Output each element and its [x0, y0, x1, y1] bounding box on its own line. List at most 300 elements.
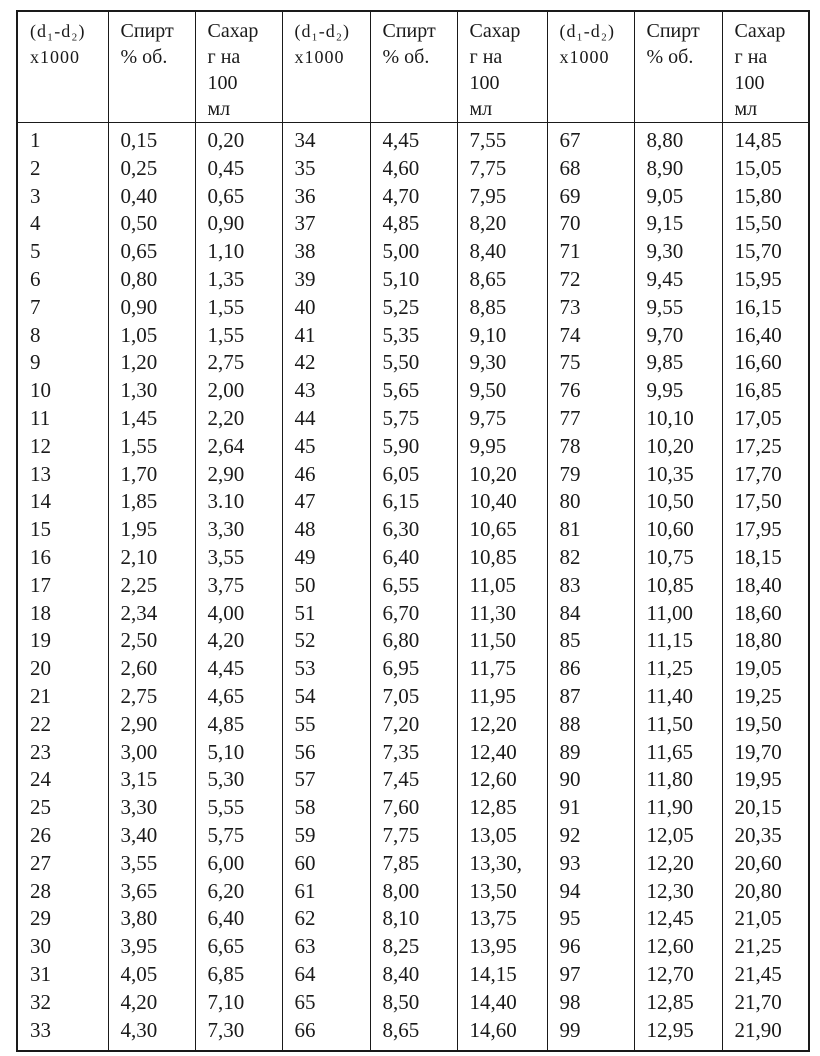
table-cell: 18,40	[722, 572, 809, 600]
table-cell: 1,05	[108, 322, 195, 350]
table-cell: 6,40	[370, 544, 457, 572]
table-cell: 17,05	[722, 405, 809, 433]
table-cell: 7,10	[195, 989, 282, 1017]
table-cell: 10	[17, 377, 108, 405]
table-cell: 52	[282, 627, 370, 655]
table-cell: 11,40	[634, 683, 722, 711]
table-cell: 12,20	[457, 711, 547, 739]
table-row	[17, 210, 809, 238]
table-cell: 50	[282, 572, 370, 600]
table-cell: 3,75	[195, 572, 282, 600]
table-row	[17, 961, 809, 989]
table-cell: 1,30	[108, 377, 195, 405]
table-cell: 35	[282, 155, 370, 183]
table-cell: 13,95	[457, 933, 547, 961]
table-cell: 9,30	[457, 349, 547, 377]
table-cell: 6,95	[370, 655, 457, 683]
table-cell: 20,35	[722, 822, 809, 850]
column-header-line: (d₁-d₂)	[294, 21, 351, 41]
table-cell: 0,25	[108, 155, 195, 183]
column-header-alcohol	[108, 11, 195, 123]
column-header-line: Сахар	[734, 20, 786, 42]
table-cell: 16,85	[722, 377, 809, 405]
table-cell: 3,00	[108, 739, 195, 767]
table-cell: 11,65	[634, 739, 722, 767]
table-cell: 4	[17, 210, 108, 238]
table-cell: 12	[17, 433, 108, 461]
table-cell: 11,15	[634, 627, 722, 655]
table-row	[17, 183, 809, 211]
table-cell: 21,05	[722, 905, 809, 933]
table-cell: 12,20	[634, 850, 722, 878]
table-cell: 75	[547, 349, 634, 377]
table-cell: 66	[282, 1017, 370, 1052]
table-row	[17, 461, 809, 489]
table-row	[17, 933, 809, 961]
table-cell: 16,60	[722, 349, 809, 377]
table-cell: 11,75	[457, 655, 547, 683]
table-cell: 55	[282, 711, 370, 739]
table-cell: 3,15	[108, 766, 195, 794]
table-cell: 17	[17, 572, 108, 600]
table-cell: 20	[17, 655, 108, 683]
table-cell: 21,90	[722, 1017, 809, 1052]
column-header-line: (d₁-d₂)	[30, 21, 86, 41]
table-cell: 6	[17, 266, 108, 294]
table-cell: 9,85	[634, 349, 722, 377]
table-cell: 69	[547, 183, 634, 211]
table-cell: 4,05	[108, 961, 195, 989]
table-cell: 79	[547, 461, 634, 489]
table-cell: 41	[282, 322, 370, 350]
table-cell: 9	[17, 349, 108, 377]
table-cell: 6,30	[370, 516, 457, 544]
data-table	[16, 10, 810, 1052]
table-cell: 11,00	[634, 600, 722, 628]
table-cell: 7,85	[370, 850, 457, 878]
table-cell: 5,35	[370, 322, 457, 350]
table-cell: 15,05	[722, 155, 809, 183]
table-cell: 13,30,	[457, 850, 547, 878]
column-header-line: 100	[469, 72, 500, 94]
table-cell: 11,05	[457, 572, 547, 600]
table-cell: 3,80	[108, 905, 195, 933]
table-cell: 8,25	[370, 933, 457, 961]
table-cell: 2,25	[108, 572, 195, 600]
table-cell: 7,55	[457, 123, 547, 155]
table-cell: 10,65	[457, 516, 547, 544]
column-header-line: г на	[734, 46, 768, 68]
table-cell: 5	[17, 238, 108, 266]
table-cell: 12,40	[457, 739, 547, 767]
table-cell: 4,30	[108, 1017, 195, 1052]
table-cell: 1,45	[108, 405, 195, 433]
table-cell: 11,90	[634, 794, 722, 822]
table-row	[17, 822, 809, 850]
table-cell: 15,50	[722, 210, 809, 238]
table-cell: 86	[547, 655, 634, 683]
table-cell: 6,00	[195, 850, 282, 878]
table-cell: 13,75	[457, 905, 547, 933]
table-cell: 82	[547, 544, 634, 572]
table-row	[17, 683, 809, 711]
table-cell: 25	[17, 794, 108, 822]
table-cell: 43	[282, 377, 370, 405]
table-cell: 14,60	[457, 1017, 547, 1052]
table-cell: 7,35	[370, 739, 457, 767]
table-row	[17, 405, 809, 433]
column-header-line: мл	[207, 98, 231, 120]
table-cell: 68	[547, 155, 634, 183]
table-cell: 0,50	[108, 210, 195, 238]
table-cell: 19,50	[722, 711, 809, 739]
table-cell: 0,65	[195, 183, 282, 211]
table-row	[17, 433, 809, 461]
table-cell: 7,60	[370, 794, 457, 822]
table-cell: 48	[282, 516, 370, 544]
table-cell: 10,75	[634, 544, 722, 572]
table-cell: 72	[547, 266, 634, 294]
table-cell: 70	[547, 210, 634, 238]
table-cell: 2,10	[108, 544, 195, 572]
table-cell: 6,05	[370, 461, 457, 489]
table-cell: 19,95	[722, 766, 809, 794]
table-cell: 39	[282, 266, 370, 294]
table-cell: 74	[547, 322, 634, 350]
column-header-line: Сахар	[469, 20, 521, 42]
table-row	[17, 850, 809, 878]
table-cell: 60	[282, 850, 370, 878]
column-header-density-diff	[547, 11, 634, 123]
column-header-alcohol	[370, 11, 457, 123]
table-cell: 78	[547, 433, 634, 461]
column-header-line: x1000	[294, 47, 345, 67]
table-row	[17, 322, 809, 350]
column-header-line: Спирт	[646, 20, 700, 42]
table-cell: 9,50	[457, 377, 547, 405]
table-row	[17, 989, 809, 1017]
table-cell: 21,70	[722, 989, 809, 1017]
header-row	[17, 11, 809, 123]
table-cell: 16,15	[722, 294, 809, 322]
table-cell: 9,55	[634, 294, 722, 322]
table-cell: 20,80	[722, 878, 809, 906]
table-cell: 1,35	[195, 266, 282, 294]
table-cell: 21,45	[722, 961, 809, 989]
table-cell: 9,75	[457, 405, 547, 433]
table-cell: 0,15	[108, 123, 195, 155]
table-cell: 45	[282, 433, 370, 461]
table-cell: 21,25	[722, 933, 809, 961]
table-row	[17, 878, 809, 906]
table-cell: 12,95	[634, 1017, 722, 1052]
table-row	[17, 655, 809, 683]
table-cell: 12,05	[634, 822, 722, 850]
table-cell: 33	[17, 1017, 108, 1052]
table-cell: 5,10	[370, 266, 457, 294]
table-cell: 63	[282, 933, 370, 961]
table-cell: 4,45	[195, 655, 282, 683]
table-cell: 12,60	[457, 766, 547, 794]
table-cell: 6,40	[195, 905, 282, 933]
table-cell: 10,50	[634, 488, 722, 516]
table-cell: 14	[17, 488, 108, 516]
table-cell: 10,60	[634, 516, 722, 544]
table-cell: 96	[547, 933, 634, 961]
table-cell: 0,65	[108, 238, 195, 266]
table-cell: 23	[17, 739, 108, 767]
table-cell: 4,85	[195, 711, 282, 739]
table-cell: 27	[17, 850, 108, 878]
table-row	[17, 711, 809, 739]
table-cell: 14,15	[457, 961, 547, 989]
table-cell: 15,70	[722, 238, 809, 266]
table-cell: 0,80	[108, 266, 195, 294]
table-cell: 99	[547, 1017, 634, 1052]
column-header-line: x1000	[30, 47, 80, 67]
table-cell: 1,95	[108, 516, 195, 544]
table-cell: 7	[17, 294, 108, 322]
table-cell: 5,10	[195, 739, 282, 767]
table-cell: 10,20	[634, 433, 722, 461]
table-cell: 2,34	[108, 600, 195, 628]
table-cell: 61	[282, 878, 370, 906]
table-cell: 10,85	[634, 572, 722, 600]
table-cell: 19,25	[722, 683, 809, 711]
table-cell: 84	[547, 600, 634, 628]
table-cell: 10,20	[457, 461, 547, 489]
table-cell: 32	[17, 989, 108, 1017]
table-cell: 11,30	[457, 600, 547, 628]
table-cell: 2,00	[195, 377, 282, 405]
table-cell: 11,95	[457, 683, 547, 711]
table-cell: 11,80	[634, 766, 722, 794]
table-cell: 5,30	[195, 766, 282, 794]
table-cell: 93	[547, 850, 634, 878]
table-cell: 12,85	[457, 794, 547, 822]
column-header-sugar	[457, 11, 547, 123]
table-cell: 1,55	[195, 294, 282, 322]
table-row	[17, 627, 809, 655]
table-row	[17, 238, 809, 266]
table-cell: 18,15	[722, 544, 809, 572]
table-cell: 5,00	[370, 238, 457, 266]
table-cell: 12,60	[634, 933, 722, 961]
table-cell: 83	[547, 572, 634, 600]
table-cell: 0,45	[195, 155, 282, 183]
table-cell: 2	[17, 155, 108, 183]
table-cell: 13	[17, 461, 108, 489]
table-cell: 4,20	[108, 989, 195, 1017]
table-cell: 15,80	[722, 183, 809, 211]
table-cell: 77	[547, 405, 634, 433]
table-cell: 17,70	[722, 461, 809, 489]
table-cell: 53	[282, 655, 370, 683]
column-header-line: (d₁-d₂)	[559, 21, 616, 41]
table-cell: 28	[17, 878, 108, 906]
table-cell: 98	[547, 989, 634, 1017]
table-cell: 34	[282, 123, 370, 155]
table-cell: 87	[547, 683, 634, 711]
table-cell: 2,75	[195, 349, 282, 377]
column-header-line: % об.	[646, 46, 694, 68]
table-cell: 22	[17, 711, 108, 739]
table-cell: 8,00	[370, 878, 457, 906]
table-cell: 6,70	[370, 600, 457, 628]
table-cell: 14,85	[722, 123, 809, 155]
table-row	[17, 488, 809, 516]
table-cell: 3	[17, 183, 108, 211]
table-cell: 91	[547, 794, 634, 822]
table-cell: 14,40	[457, 989, 547, 1017]
table-cell: 4,65	[195, 683, 282, 711]
table-cell: 3,95	[108, 933, 195, 961]
table-cell: 1,55	[108, 433, 195, 461]
table-cell: 7,75	[457, 155, 547, 183]
table-body	[17, 123, 809, 1052]
table-row	[17, 516, 809, 544]
table-cell: 7,75	[370, 822, 457, 850]
table-cell: 8,40	[370, 961, 457, 989]
table-cell: 80	[547, 488, 634, 516]
column-header-line: x1000	[559, 47, 610, 67]
table-cell: 85	[547, 627, 634, 655]
table-cell: 3,55	[195, 544, 282, 572]
table-cell: 46	[282, 461, 370, 489]
table-cell: 1,10	[195, 238, 282, 266]
table-cell: 19,70	[722, 739, 809, 767]
table-cell: 16,40	[722, 322, 809, 350]
table-cell: 4,00	[195, 600, 282, 628]
table-cell: 64	[282, 961, 370, 989]
table-cell: 17,95	[722, 516, 809, 544]
column-header-line: г на	[207, 46, 241, 68]
table-cell: 65	[282, 989, 370, 1017]
table-cell: 2,60	[108, 655, 195, 683]
table-cell: 6,65	[195, 933, 282, 961]
table-cell: 58	[282, 794, 370, 822]
table-cell: 19	[17, 627, 108, 655]
table-cell: 1,55	[195, 322, 282, 350]
table-cell: 8	[17, 322, 108, 350]
column-header-line: Сахар	[207, 20, 259, 42]
table-row	[17, 155, 809, 183]
table-cell: 6,85	[195, 961, 282, 989]
table-header	[17, 11, 809, 123]
table-cell: 6,80	[370, 627, 457, 655]
table-cell: 4,85	[370, 210, 457, 238]
table-cell: 20,60	[722, 850, 809, 878]
table-cell: 2,90	[195, 461, 282, 489]
table-row	[17, 266, 809, 294]
column-header-line: Спирт	[382, 20, 436, 42]
table-cell: 11	[17, 405, 108, 433]
table-cell: 6,20	[195, 878, 282, 906]
table-cell: 10,10	[634, 405, 722, 433]
column-header-line: 100	[207, 72, 238, 94]
column-header-line: Спирт	[120, 20, 174, 42]
table-cell: 12,45	[634, 905, 722, 933]
table-cell: 9,15	[634, 210, 722, 238]
table-row	[17, 794, 809, 822]
table-cell: 36	[282, 183, 370, 211]
table-cell: 4,60	[370, 155, 457, 183]
table-cell: 30	[17, 933, 108, 961]
table-cell: 5,65	[370, 377, 457, 405]
table-cell: 4,45	[370, 123, 457, 155]
table-row	[17, 123, 809, 155]
table-cell: 76	[547, 377, 634, 405]
column-header-sugar	[195, 11, 282, 123]
table-cell: 1,85	[108, 488, 195, 516]
table-cell: 9,10	[457, 322, 547, 350]
table-cell: 9,45	[634, 266, 722, 294]
table-cell: 7,20	[370, 711, 457, 739]
table-cell: 1,70	[108, 461, 195, 489]
table-cell: 73	[547, 294, 634, 322]
table-cell: 2,20	[195, 405, 282, 433]
table-cell: 8,80	[634, 123, 722, 155]
table-cell: 8,65	[457, 266, 547, 294]
table-cell: 12,70	[634, 961, 722, 989]
table-cell: 44	[282, 405, 370, 433]
table-cell: 13,50	[457, 878, 547, 906]
table-cell: 10,35	[634, 461, 722, 489]
table-row	[17, 377, 809, 405]
table-cell: 10,85	[457, 544, 547, 572]
column-header-density-diff	[17, 11, 108, 123]
table-cell: 2,90	[108, 711, 195, 739]
table-row	[17, 572, 809, 600]
table-cell: 90	[547, 766, 634, 794]
column-header-alcohol	[634, 11, 722, 123]
table-cell: 0,20	[195, 123, 282, 155]
table-cell: 8,20	[457, 210, 547, 238]
table-cell: 8,40	[457, 238, 547, 266]
table-cell: 0,90	[195, 210, 282, 238]
table-cell: 97	[547, 961, 634, 989]
column-header-sugar	[722, 11, 809, 123]
table-cell: 3,55	[108, 850, 195, 878]
table-row	[17, 600, 809, 628]
column-header-density-diff	[282, 11, 370, 123]
column-header-line: мл	[469, 98, 493, 120]
table-cell: 54	[282, 683, 370, 711]
table-cell: 47	[282, 488, 370, 516]
table-cell: 20,15	[722, 794, 809, 822]
table-cell: 56	[282, 739, 370, 767]
column-header-line: 100	[734, 72, 765, 94]
table-cell: 2,64	[195, 433, 282, 461]
table-row	[17, 766, 809, 794]
table-cell: 19,05	[722, 655, 809, 683]
table-cell: 11,50	[457, 627, 547, 655]
table-cell: 49	[282, 544, 370, 572]
table-cell: 17,25	[722, 433, 809, 461]
table-cell: 8,50	[370, 989, 457, 1017]
table-cell: 3,65	[108, 878, 195, 906]
table-cell: 9,70	[634, 322, 722, 350]
table-cell: 37	[282, 210, 370, 238]
table-row	[17, 1017, 809, 1052]
table-cell: 88	[547, 711, 634, 739]
table-cell: 18	[17, 600, 108, 628]
table-cell: 26	[17, 822, 108, 850]
table-cell: 0,40	[108, 183, 195, 211]
table-cell: 5,25	[370, 294, 457, 322]
table-row	[17, 294, 809, 322]
table-cell: 5,90	[370, 433, 457, 461]
